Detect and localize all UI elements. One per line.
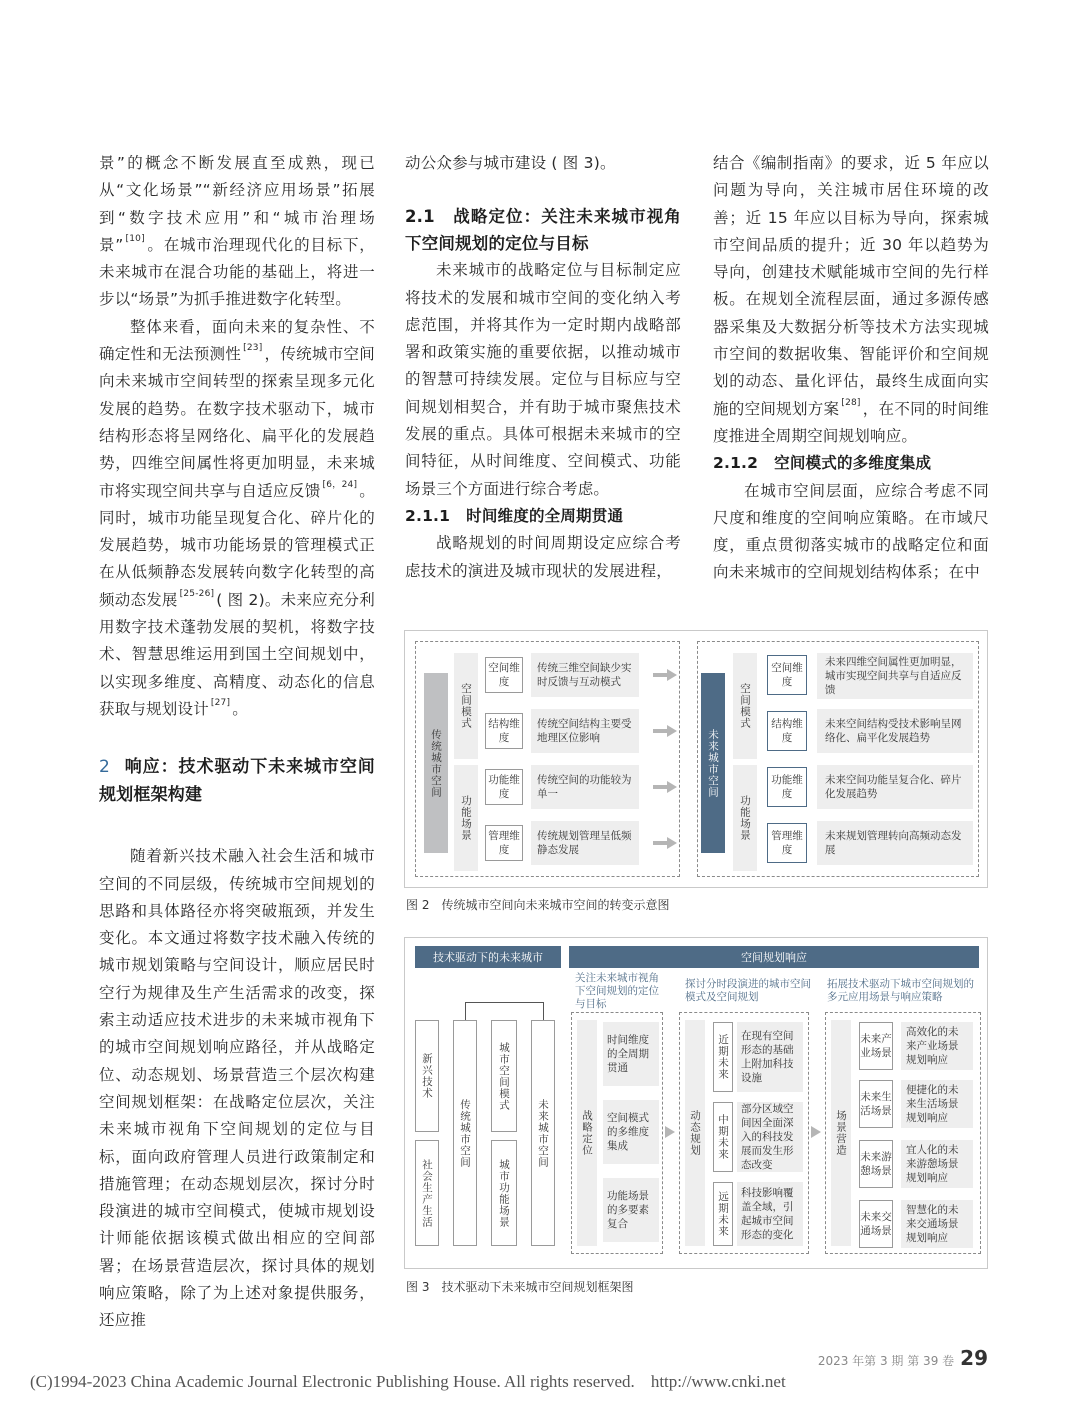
emerging-tech: 新兴技术 [415, 1020, 439, 1132]
scene-desc: 宜人化的未来游憩场景规划响应 [901, 1140, 973, 1188]
term-mid: 中期未来 [713, 1102, 733, 1172]
subsubsection-heading: 2.1.2 空间模式的多维度集成 [713, 454, 932, 473]
arrow-head-icon [667, 725, 677, 737]
traditional-city-bar: 传统城市空间 [424, 673, 448, 853]
right-desc-2: 未来空间结构受技术影响呈网络化、扁平化发展趋势 [817, 709, 973, 753]
dim-structure: 结构维度 [767, 711, 807, 751]
paragraph: 未来城市的战略定位与目标制定应将技术的发展和城市空间的变化纳入考虑范围，并将其作为一定时期内战略部署和政策实施的重要依据，以推动城市的智慧可持续发展。定位与目标应与空间规划相契合，并有助于城市聚焦技术发展的重点。具体可根据未来城市的空间特征，从时间维度、空间模式、功能场景三个方面进行综合考虑。 [405, 261, 681, 498]
dim-management: 管理维度 [485, 825, 523, 861]
dim-structure: 结构维度 [485, 713, 523, 749]
header-future-city: 技术驱动下的未来城市 [415, 946, 561, 968]
group-function-scene: 功能场景 [454, 765, 478, 871]
connector [543, 1002, 544, 1020]
scene-label: 场景营造 [831, 1020, 851, 1246]
scene-desc: 高效化的未来产业场景规划响应 [901, 1022, 973, 1070]
citation[interactable]: [25-26] [179, 588, 215, 599]
paragraph: 随着新兴技术融入社会生活和城市空间的不同层级，传统城市空间规划的思路和具体路径亦将突破瓶颈，并发生变化。本文通过将数字技术融入传统的城市规划策略与空间设计，顺应居民时空行为规律及生产生活需求的改变，探索主动适应技术进步的未来城市视角下的城市空间规划响应路径，并从战略定位、动态规划、场景营造三个层次构建空间规划框架：在战略定位层次，关注未来城市视角下空间规划的定位与目标，面向政府管理人员进行政策制定和措施管理；在动态规划层次，探讨分时段演进的城市空间模式，使城市规划设计师能依据该模式做出相应的空间部署；在场景营造层次，探讨具体的规划响应策略，除了为上述对象提供服务，还应推 [99, 847, 375, 1330]
connector [465, 1002, 543, 1003]
scene-desc: 便捷化的未来生活场景规划响应 [901, 1080, 973, 1128]
copyright-line: (C)1994-2023 China Academic Journal Electronic Publishing House. All rights reserved. http://www.cnki.net [30, 1372, 786, 1391]
arrow-3 [653, 785, 667, 789]
left-desc-4: 传统规划管理呈低频静态发展 [531, 821, 639, 865]
header-planning-response: 空间规划响应 [569, 946, 979, 968]
paragraph: 整体来看，面向未来的复杂性、不确定性和无法预测性 [23] ，传统城市空间向未来城市空间转型的探索呈现多元化发展的趋势。在数字技术驱动下，城市结构形态将呈网络化、扁平化的发展趋势，四维空间属性将更加明显，未来城市将实现空间共享与自适应反馈 [6，24] 。同时，城市功能呈现复合化、碎片化的发展趋势，城市功能场景的管理模式正在从低频静态发展转向数字化转型的高频动态发展 [25-26] ( 图 2)。未来应充分利用数字技术蓬勃发展的契机，将数字技术、智慧思维运用到国土空间规划中，以实现多维度、高精度、动态化的信息获取与规划设计 [27] 。 [99, 317, 375, 718]
page-number: 29 [960, 1346, 988, 1370]
dim-function: 功能维度 [485, 769, 523, 805]
strategy-item: 时间维度的全周期贯通 [603, 1022, 659, 1086]
future-city-space: 未来城市空间 [531, 1020, 555, 1246]
citation[interactable]: [28] [841, 397, 861, 408]
group-function-scene: 功能场景 [733, 765, 757, 871]
arrow-1 [653, 673, 667, 677]
dim-space: 空间维度 [485, 657, 523, 693]
paragraph: 结合《编制指南》的要求，近 5 年应以问题为导向，关注城市居住环境的改善；近 15 年应以目标为导向，探索城市空间品质的提升；近 30 年以趋势为导向，创建技术赋能城市空间的先行样板。在规划全流程层面，通过多源传感器采集及大数据分析等技术方法实现城市空间的数据收集、智能评价和空间规划的动态、量化评估，最终生成面向实施的空间规划方案 [28] ，在不同的时间维度推进全周期空间规划响应。 [713, 154, 989, 445]
left-desc-3: 传统空间的功能较为单一 [531, 765, 639, 809]
subheader-dynamic: 探讨分时段演进的城市空间模式及空间规划 [685, 978, 811, 1003]
term-desc: 在现有空间形态的基础上附加科技设施 [737, 1022, 803, 1092]
subheader-strategy: 关注未来城市视角下空间规划的定位与目标 [575, 972, 659, 1010]
text-column-2 [405, 150, 681, 585]
social-production: 社会生产生活 [415, 1140, 439, 1246]
left-desc-2: 传统空间结构主要受地理区位影响 [531, 709, 639, 753]
dim-function: 功能维度 [767, 767, 807, 807]
section-heading: 2 响应：技术驱动下未来城市空间规划框架构建 [99, 757, 375, 806]
term-far: 远期未来 [713, 1182, 733, 1246]
term-desc: 科技影响覆盖全域，引起城市空间形态的变化 [737, 1182, 803, 1246]
traditional-city-space: 传统城市空间 [453, 1020, 477, 1246]
term-near: 近期未来 [713, 1022, 733, 1092]
arrow-head-icon [665, 1126, 675, 1138]
strategy-label: 战略定位 [577, 1020, 597, 1246]
strategy-item: 空间模式的多维度集成 [603, 1100, 659, 1164]
term-desc: 部分区域空间因全面深入的科技发展而发生形态改变 [737, 1102, 803, 1172]
right-desc-1: 未来四维空间属性更加明显，城市实现空间共享与自适应反馈 [817, 653, 973, 699]
subheader-scene: 拓展技术驱动下城市空间规划的多元应用场景与响应策略 [827, 978, 974, 1003]
citation[interactable]: [10] [125, 233, 145, 244]
dynamic-label: 动态规划 [685, 1020, 705, 1246]
issue-info: 2023 年第 3 期 第 39 卷 [817, 1354, 955, 1368]
arrow-head-icon [811, 1126, 821, 1138]
subsubsection-heading: 2.1.1 时间维度的全周期贯通 [405, 506, 624, 525]
paragraph: 动公众参与城市建设 ( 图 3)。 [405, 154, 616, 172]
scene-desc: 智慧化的未来交通场景规划响应 [901, 1200, 973, 1248]
arrow-head-icon [667, 781, 677, 793]
citation[interactable]: [27] [210, 697, 231, 708]
city-space-mode: 城市空间模式 [491, 1020, 517, 1132]
subsection-heading: 2.1 战略定位：关注未来城市视角下空间规划的定位与目标 [405, 207, 681, 254]
paragraph: 战略规划的时间周期设定应综合考虑技术的演进及城市现状的发展进程， [405, 534, 681, 580]
citation[interactable]: [23] [243, 343, 263, 354]
paragraph: 在城市空间层面，应综合考虑不同尺度和维度的空间响应策略。在市域尺度，重点贯彻落实城市的战略定位和面向未来城市的空间规划结构体系；在中 [713, 481, 989, 582]
right-desc-3: 未来空间功能呈复合化、碎片化发展趋势 [817, 765, 973, 809]
arrow-2 [653, 729, 667, 733]
strategy-item: 功能场景的多要素复合 [603, 1178, 659, 1242]
citation[interactable]: [6，24] [322, 479, 358, 490]
page-footer [818, 1346, 988, 1370]
city-function-scene: 城市功能场景 [491, 1140, 517, 1246]
dim-management: 管理维度 [767, 823, 807, 863]
dim-space: 空间维度 [767, 655, 807, 695]
arrow-head-icon [667, 669, 677, 681]
scene-living: 未来生活场景 [859, 1080, 893, 1128]
arrow-4 [653, 841, 667, 845]
left-desc-1: 传统三维空间缺少实时反馈与互动模式 [531, 653, 639, 697]
group-space-mode: 空间模式 [454, 653, 478, 759]
paragraph: 景”的概念不断发展直至成熟，现已从“文化场景”“新经济应用场景”拓展到“数字技术应用”和“城市治理场景” [10] 。在城市治理现代化的目标下，未来城市在混合功能的基础上，将进一步以“场景”为抓手推进数字化转型。 [99, 154, 375, 309]
figure-3-caption: 图 3 技术驱动下未来城市空间规划框架图 [406, 1280, 634, 1294]
arrow-head-icon [667, 837, 677, 849]
figure-3 [404, 937, 988, 1269]
text-column-1 [99, 150, 375, 1335]
figure-2-caption: 图 2 传统城市空间向未来城市空间的转变示意图 [406, 898, 670, 912]
right-desc-4: 未来规划管理转向高频动态发展 [817, 821, 973, 865]
future-city-bar: 未来城市空间 [701, 673, 725, 853]
figure-2 [404, 630, 988, 888]
group-space-mode: 空间模式 [733, 653, 757, 759]
text-column-3 [713, 150, 989, 587]
scene-recreation: 未来游憩场景 [859, 1140, 893, 1188]
scene-industry: 未来产业场景 [859, 1022, 893, 1070]
scene-traffic: 未来交通场景 [859, 1200, 893, 1248]
cnki-link[interactable]: http://www.cnki.net [650, 1372, 786, 1391]
connector [465, 1002, 466, 1020]
